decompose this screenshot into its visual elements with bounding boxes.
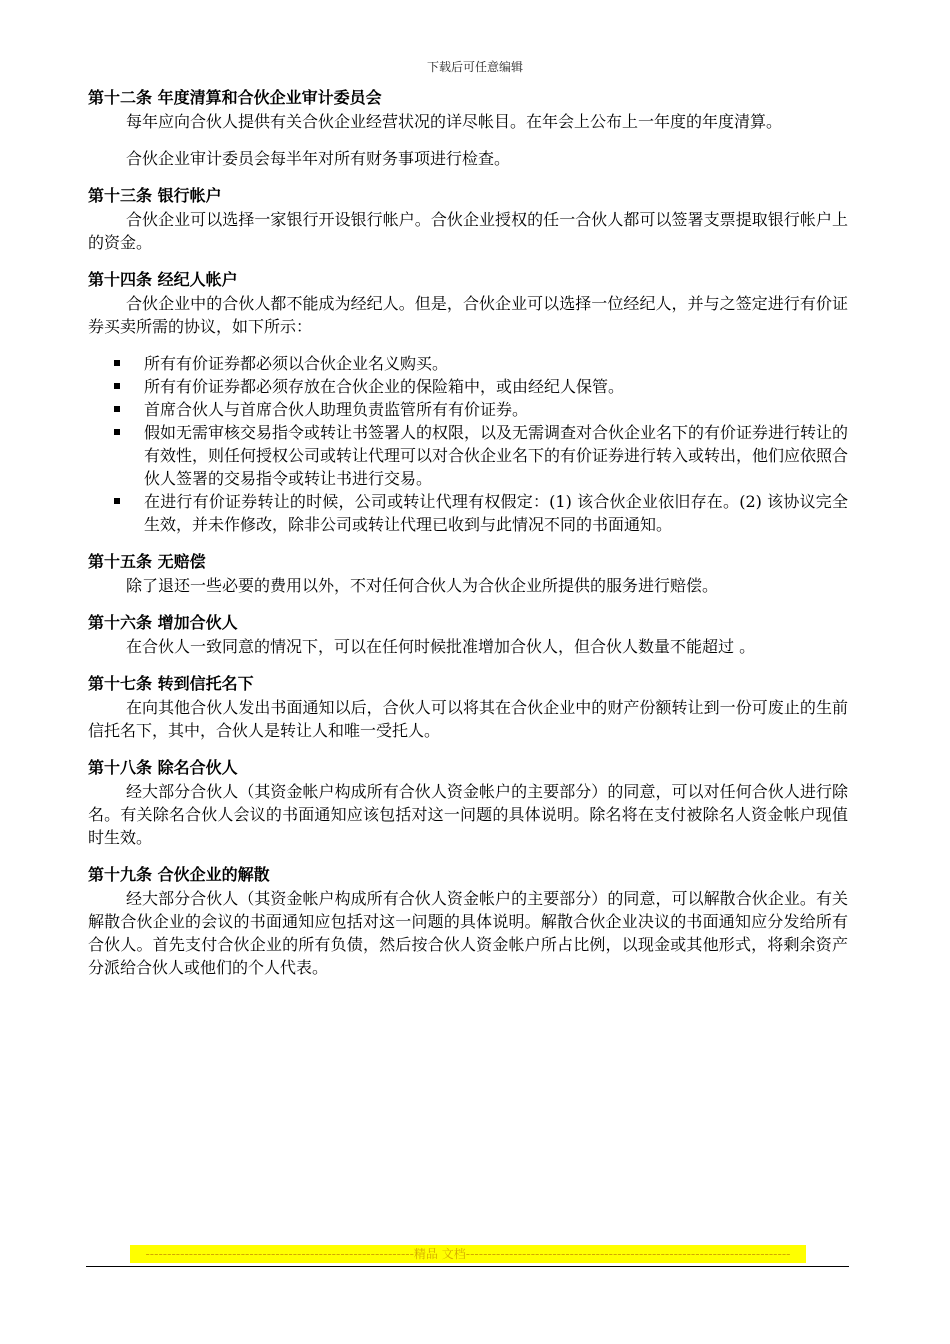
square-bullet-icon (114, 498, 120, 504)
article-section (88, 672, 848, 742)
article-heading: 第十四条 经纪人帐户 (88, 270, 238, 289)
bullet-text: 所有有价证券都必须以合伙企业名义购买。 (144, 354, 449, 373)
square-bullet-icon (114, 383, 120, 389)
article-section (88, 268, 848, 536)
footer-watermark: --------------------------------------------------------------精品 文档--------------------------------------------------------------------------- (130, 1245, 806, 1263)
square-bullet-icon (114, 406, 120, 412)
article-paragraph: 经大部分合伙人（其资金帐户构成所有合伙人资金帐户的主要部分）的同意，可以解散合伙企业。有关解散合伙企业的会议的书面通知应包括对这一问题的具体说明。解散合伙企业决议的书面通知应分发给所有合伙人。首先支付合伙企业的所有负债，然后按合伙人资金帐户所占比例，以现金或其他形式，将剩余资产分派给合伙人或他们的个人代表。 (88, 889, 848, 977)
square-bullet-icon (114, 360, 120, 366)
article-section (88, 86, 848, 170)
article-paragraph: 在合伙人一致同意的情况下，可以在任何时候批准增加合伙人，但合伙人数量不能超过 。 (126, 637, 756, 656)
footer-divider (86, 1266, 849, 1267)
article-heading: 第十二条 年度清算和合伙企业审计委员会 (88, 88, 382, 107)
article-heading: 第十六条 增加合伙人 (88, 613, 238, 632)
article-paragraph: 除了退还一些必要的费用以外，不对任何合伙人为合伙企业所提供的服务进行赔偿。 (126, 576, 719, 595)
article-heading: 第十七条 转到信托名下 (88, 674, 254, 693)
bullet-text: 在进行有价证券转让的时候，公司或转让代理有权假定：(1) 该合伙企业依旧存在。(2) 该协议完全生效，并未作修改，除非公司或转让代理已收到与此情况不同的书面通知。 (144, 492, 848, 534)
article-section (88, 863, 848, 979)
bullet-item (88, 398, 848, 421)
article-heading: 第十八条 除名合伙人 (88, 758, 238, 777)
document-body (88, 86, 848, 993)
article-paragraph: 在向其他合伙人发出书面通知以后，合伙人可以将其在合伙企业中的财产份额转让到一份可废止的生前信托名下，其中，合伙人是转让人和唯一受托人。 (88, 698, 848, 740)
bullet-item (88, 421, 848, 490)
article-heading: 第十三条 银行帐户 (88, 186, 222, 205)
article-paragraph: 合伙企业审计委员会每半年对所有财务事项进行检查。 (126, 149, 511, 168)
bullet-list (88, 352, 848, 536)
article-section (88, 756, 848, 849)
header-note: 下载后可任意编辑 (426, 60, 523, 74)
article-paragraph: 每年应向合伙人提供有关合伙企业经营状况的详尽帐目。在年会上公布上一年度的年度清算。 (126, 112, 783, 131)
article-section (88, 611, 848, 658)
bullet-item (88, 352, 848, 375)
article-heading: 第十五条 无赔偿 (88, 552, 206, 571)
article-paragraph: 合伙企业可以选择一家银行开设银行帐户。合伙企业授权的任一合伙人都可以签署支票提取银行帐户上的资金。 (88, 210, 848, 252)
bullet-text: 所有有价证券都必须存放在合伙企业的保险箱中，或由经纪人保管。 (144, 377, 625, 396)
article-paragraph: 经大部分合伙人（其资金帐户构成所有合伙人资金帐户的主要部分）的同意，可以对任何合伙人进行除名。有关除名合伙人会议的书面通知应该包括对这一问题的具体说明。除名将在支付被除名人资金帐户现值时生效。 (88, 782, 848, 847)
article-section (88, 184, 848, 254)
article-paragraph: 合伙企业中的合伙人都不能成为经纪人。但是，合伙企业可以选择一位经纪人，并与之签定进行有价证券买卖所需的协议，如下所示： (88, 294, 848, 336)
bullet-item (88, 490, 848, 536)
bullet-text: 首席合伙人与首席合伙人助理负责监管所有有价证券。 (144, 400, 529, 419)
article-heading: 第十九条 合伙企业的解散 (88, 865, 270, 884)
bullet-item (88, 375, 848, 398)
article-section (88, 550, 848, 597)
square-bullet-icon (114, 429, 120, 435)
bullet-text: 假如无需审核交易指令或转让书签署人的权限，以及无需调查对合伙企业名下的有价证券进行转让的有效性，则任何授权公司或转让代理可以对合伙企业名下的有价证券进行转入或转出，他们应依照合伙人签署的交易指令或转让书进行交易。 (144, 423, 849, 488)
